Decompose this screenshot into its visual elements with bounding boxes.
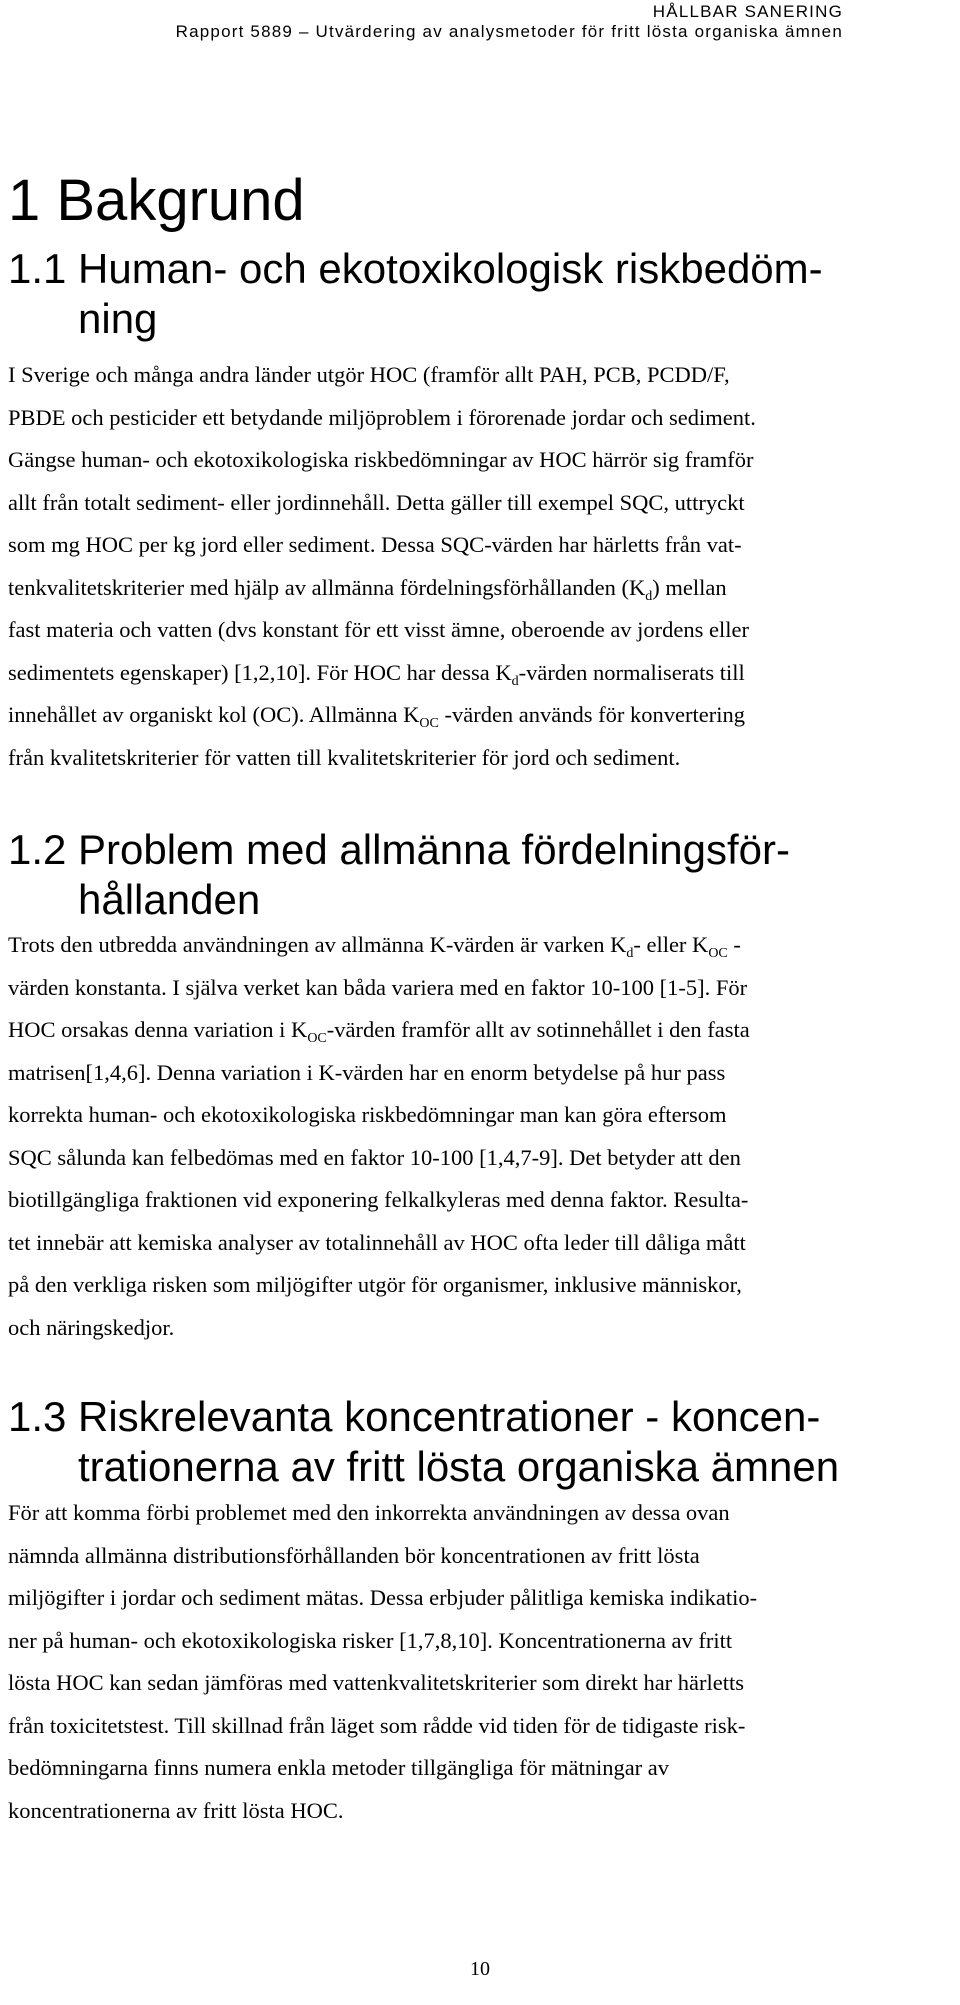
line-text: -värden normaliserats till (518, 659, 745, 685)
line-text: tenkvalitetskriterier med hjälp av allmänna fördelningsförhållanden (K (8, 574, 646, 600)
paragraph-line: från toxicitetstest. Till skillnad från läget som rådde vid tiden för de tidigaste risk- (8, 1712, 746, 1738)
paragraph-line: biotillgängliga fraktionen vid exponering felkalkyleras med denna faktor. Resulta- (8, 1187, 749, 1212)
subscript: OC (307, 1031, 327, 1046)
line-text: sedimentets egenskaper) [1,2,10]. För HOC har dessa K (8, 659, 512, 685)
subscript: d (626, 946, 634, 961)
section-1-3-paragraph (8, 1492, 953, 1832)
section-1-2-paragraph (8, 924, 953, 1349)
paragraph-line: miljögifter i jordar och sediment mätas. Dessa erbjuder pålitliga kemiska indikatio- (8, 1585, 758, 1610)
paragraph-line (8, 652, 953, 695)
line-text: -värden framför allt av sotinnehållet i den fasta (326, 1017, 750, 1042)
section-number: 1.1 (8, 245, 67, 292)
running-header-report: Rapport 5889 – Utvärdering av analysmetoder för fritt lösta organiska ämnen (175, 22, 843, 41)
paragraph-line: på den verkliga risken som miljögifter utgör för organismer, inklusive människor, (8, 1272, 742, 1297)
section-1-3-heading (8, 1392, 839, 1492)
paragraph-line: korrekta human- och ekotoxikologiska riskbedömningar man kan göra eftersom (8, 1102, 727, 1127)
section-title-line: Human- och ekotoxikologisk riskbedöm- (78, 245, 823, 292)
paragraph-line: PBDE och pesticider ett betydande miljöproblem i förorenade jordar och sediment. (8, 404, 756, 430)
line-text: ) mellan (652, 574, 727, 600)
paragraph-line: lösta HOC kan sedan jämföras med vattenkvalitetskriterier som direkt har härletts (8, 1670, 745, 1695)
subscript: d (645, 588, 653, 604)
paragraph-line: matrisen[1,4,6]. Denna variation i K-värden har en enorm betydelse på hur pass (8, 1059, 726, 1085)
running-header-brand: HÅLLBAR SANERING (652, 2, 843, 21)
section-title-line: ning (78, 295, 158, 342)
section-title-line: Problem med allmänna fördelningsför- (78, 826, 791, 873)
paragraph-line: tet innebär att kemiska analyser av totalinnehåll av HOC ofta leder till dåliga mått (8, 1229, 746, 1255)
section-title-line: Riskrelevanta koncentrationer - koncen- (78, 1393, 821, 1440)
line-text: Trots den utbredda användningen av allmänna K-värden är varken K (8, 932, 627, 957)
paragraph-line: bedömningarna finns numera enkla metoder tillgängliga för mätningar av (8, 1755, 670, 1780)
paragraph-line: från kvalitetskriterier för vatten till kvalitetskriterier för jord och sediment. (8, 744, 681, 770)
paragraph-line: värden konstanta. I själva verket kan båda variera med en faktor 10-100 [1-5]. För (8, 974, 748, 1000)
paragraph-line (8, 694, 953, 737)
page-number: 10 (470, 1958, 490, 1980)
paragraph-line (8, 567, 953, 610)
subscript: d (511, 673, 519, 689)
paragraph-line: som mg HOC per kg jord eller sediment. Dessa SQC-värden har härletts från vat- (8, 532, 742, 557)
chapter-title: 1 Bakgrund (8, 168, 305, 233)
paragraph-line (8, 924, 953, 967)
line-text: - (727, 932, 741, 957)
paragraph-line: ner på human- och ekotoxikologiska risker [1,7,8,10]. Koncentrationerna av fritt (8, 1627, 733, 1653)
subscript: OC (419, 716, 439, 731)
paragraph-line: fast materia och vatten (dvs konstant för ett visst ämne, oberoende av jordens eller (8, 617, 750, 642)
paragraph-line (8, 1009, 953, 1052)
subscript: OC (708, 946, 728, 961)
paragraph-line: SQC sålunda kan felbedömas med en faktor 10-100 [1,4,7-9]. Det betyder att den (8, 1144, 741, 1170)
line-text: HOC orsakas denna variation i K (8, 1017, 308, 1042)
line-text: innehållet av organiskt kol (OC). Allmänna K (8, 702, 420, 727)
paragraph-line: För att komma förbi problemet med den inkorrekta användningen av dessa ovan (8, 1500, 730, 1525)
paragraph-line: koncentrationerna av fritt lösta HOC. (8, 1797, 344, 1823)
line-text: -värden används för konvertering (438, 702, 745, 727)
paragraph-line: Gängse human- och ekotoxikologiska riskbedömningar av HOC härrör sig framför (8, 447, 754, 472)
paragraph-line: och näringskedjor. (8, 1314, 175, 1340)
section-1-1-heading (8, 244, 823, 344)
paragraph-line: allt från totalt sediment- eller jordinnehåll. Detta gäller till exempel SQC, uttryckt (8, 489, 745, 515)
section-title-line: trationerna av fritt lösta organiska ämnen (78, 1443, 840, 1490)
paragraph-line: I Sverige och många andra länder utgör HOC (framför allt PAH, PCB, PCDD/F, (8, 362, 730, 387)
section-number: 1.3 (8, 1393, 67, 1440)
section-1-1-paragraph (8, 354, 953, 779)
section-number: 1.2 (8, 826, 67, 873)
section-1-2-heading (8, 825, 790, 925)
paragraph-line: nämnda allmänna distributionsförhållanden bör koncentrationen av fritt lösta (8, 1542, 700, 1568)
section-title-line: hållanden (78, 876, 261, 923)
line-text: - eller K (633, 932, 709, 957)
